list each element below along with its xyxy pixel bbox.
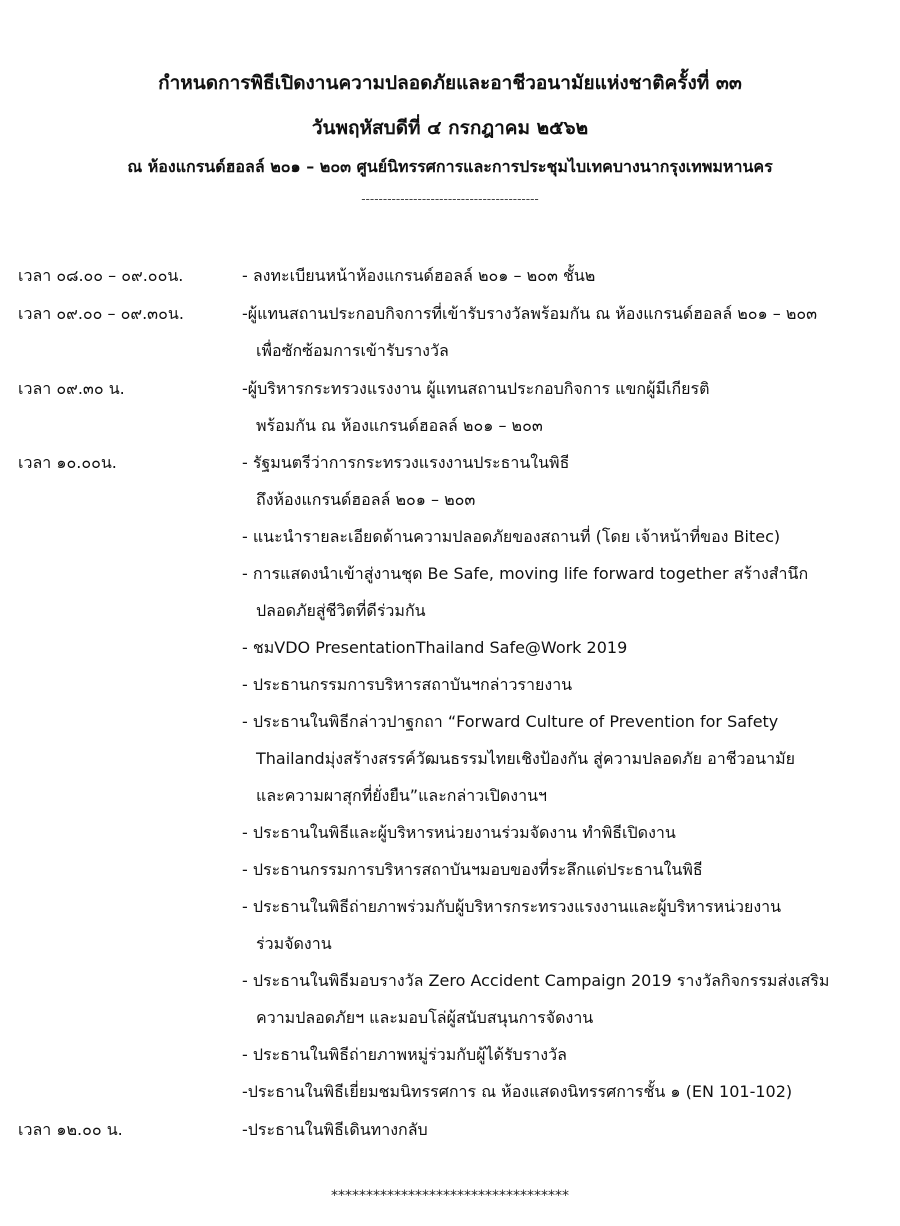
agenda-item: -ประธานในพิธีเดินทางกลับ <box>242 1120 428 1139</box>
time-label: เวลา ๐๘.๐๐ – ๐๙.๐๐น. <box>18 266 184 285</box>
agenda-item: - แนะนำรายละเอียดด้านความปลอดภัยของสถานที่ (โดย เจ้าหน้าที่ของ Bitec) <box>242 527 781 546</box>
event-date: วันพฤหัสบดีที่ ๔ กรกฎาคม ๒๕๖๒ <box>311 117 589 139</box>
agenda-item: - ชมVDO PresentationThailand Safe@Work 2019 <box>242 638 628 657</box>
time-label: เวลา ๑๐.๐๐น. <box>18 453 117 472</box>
time-label: เวลา ๐๙.๓๐ น. <box>18 379 125 398</box>
agenda-item: - ประธานกรรมการบริหารสถาบันฯกล่าวรายงาน <box>242 675 573 694</box>
agenda-item: - รัฐมนตรีว่าการกระทรวงแรงงานประธานในพิธี <box>242 453 570 472</box>
agenda-item-continuation: ถึงห้องแกรนด์ฮอลล์ ๒๐๑ – ๒๐๓ <box>256 490 476 509</box>
agenda-item: - ประธานในพิธีและผู้บริหารหน่วยงานร่วมจัดงาน ทำพิธีเปิดงาน <box>242 823 676 842</box>
agenda-item-continuation: Thailandมุ่งสร้างสรรค์วัฒนธรรมไทยเชิงป้องกัน สู่ความปลอดภัย อาชีวอนามัย <box>256 749 795 768</box>
agenda-item-continuation: และความผาสุกที่ยั่งยืน”และกล่าวเปิดงานฯ <box>256 786 547 805</box>
agenda-item-continuation: พร้อมกัน ณ ห้องแกรนด์ฮอลล์ ๒๐๑ – ๒๐๓ <box>256 416 543 435</box>
time-label: เวลา ๐๙.๐๐ – ๐๙.๓๐น. <box>18 304 184 323</box>
document-title: กำหนดการพิธีเปิดงานความปลอดภัยและอาชีวอนามัยแห่งชาติครั้งที่ ๓๓ <box>158 72 742 94</box>
agenda-item: - การแสดงนำเข้าสู่งานชุด Be Safe, moving life forward together สร้างสำนึก <box>242 564 809 583</box>
time-label: เวลา ๑๒.๐๐ น. <box>18 1120 123 1139</box>
footer-stars: ********************************** <box>331 1188 569 1204</box>
agenda-item: - ประธานในพิธีถ่ายภาพร่วมกับผู้บริหารกระทรวงแรงงานและผู้บริหารหน่วยงาน <box>242 897 782 916</box>
agenda-item-continuation: ร่วมจัดงาน <box>256 934 332 953</box>
event-venue: ณ ห้องแกรนด์ฮอลล์ ๒๐๑ – ๒๐๓ ศูนย์นิทรรศการและการประชุมไบเทคบางนากรุงเทพมหานคร <box>127 157 773 176</box>
agenda-item-continuation: เพื่อซักซ้อมการเข้ารับรางวัล <box>256 341 449 360</box>
agenda-item: -ผู้บริหารกระทรวงแรงงาน ผู้แทนสถานประกอบกิจการ แขกผู้มีเกียรติ <box>242 379 710 398</box>
agenda-item-continuation: ปลอดภัยสู่ชีวิตที่ดีร่วมกัน <box>256 601 426 620</box>
agenda-item-continuation: ความปลอดภัยฯ และมอบโล่ผู้สนับสนุนการจัดงาน <box>256 1008 594 1027</box>
agenda-item: -ประธานในพิธีเยี่ยมชมนิทรรศการ ณ ห้องแสดงนิทรรศการชั้น ๑ (EN 101-102) <box>242 1082 793 1101</box>
agenda-item: - ลงทะเบียนหน้าห้องแกรนด์ฮอลล์ ๒๐๑ – ๒๐๓ ชั้น๒ <box>242 266 596 285</box>
header-divider: ----------------------------------------- <box>361 192 539 206</box>
agenda-item: - ประธานในพิธีมอบรางวัล Zero Accident Campaign 2019 รางวัลกิจกรรมส่งเสริม <box>242 971 830 990</box>
agenda-item: -ผู้แทนสถานประกอบกิจการที่เข้ารับรางวัลพร้อมกัน ณ ห้องแกรนด์ฮอลล์ ๒๐๑ – ๒๐๓ <box>242 304 818 323</box>
agenda-item: - ประธานในพิธีกล่าวปาฐกถา “Forward Culture of Prevention for Safety <box>242 712 779 731</box>
agenda-item: - ประธานกรรมการบริหารสถาบันฯมอบของที่ระลึกแด่ประธานในพิธี <box>242 860 703 879</box>
agenda-item: - ประธานในพิธีถ่ายภาพหมู่ร่วมกับผู้ได้รับรางวัล <box>242 1045 567 1064</box>
